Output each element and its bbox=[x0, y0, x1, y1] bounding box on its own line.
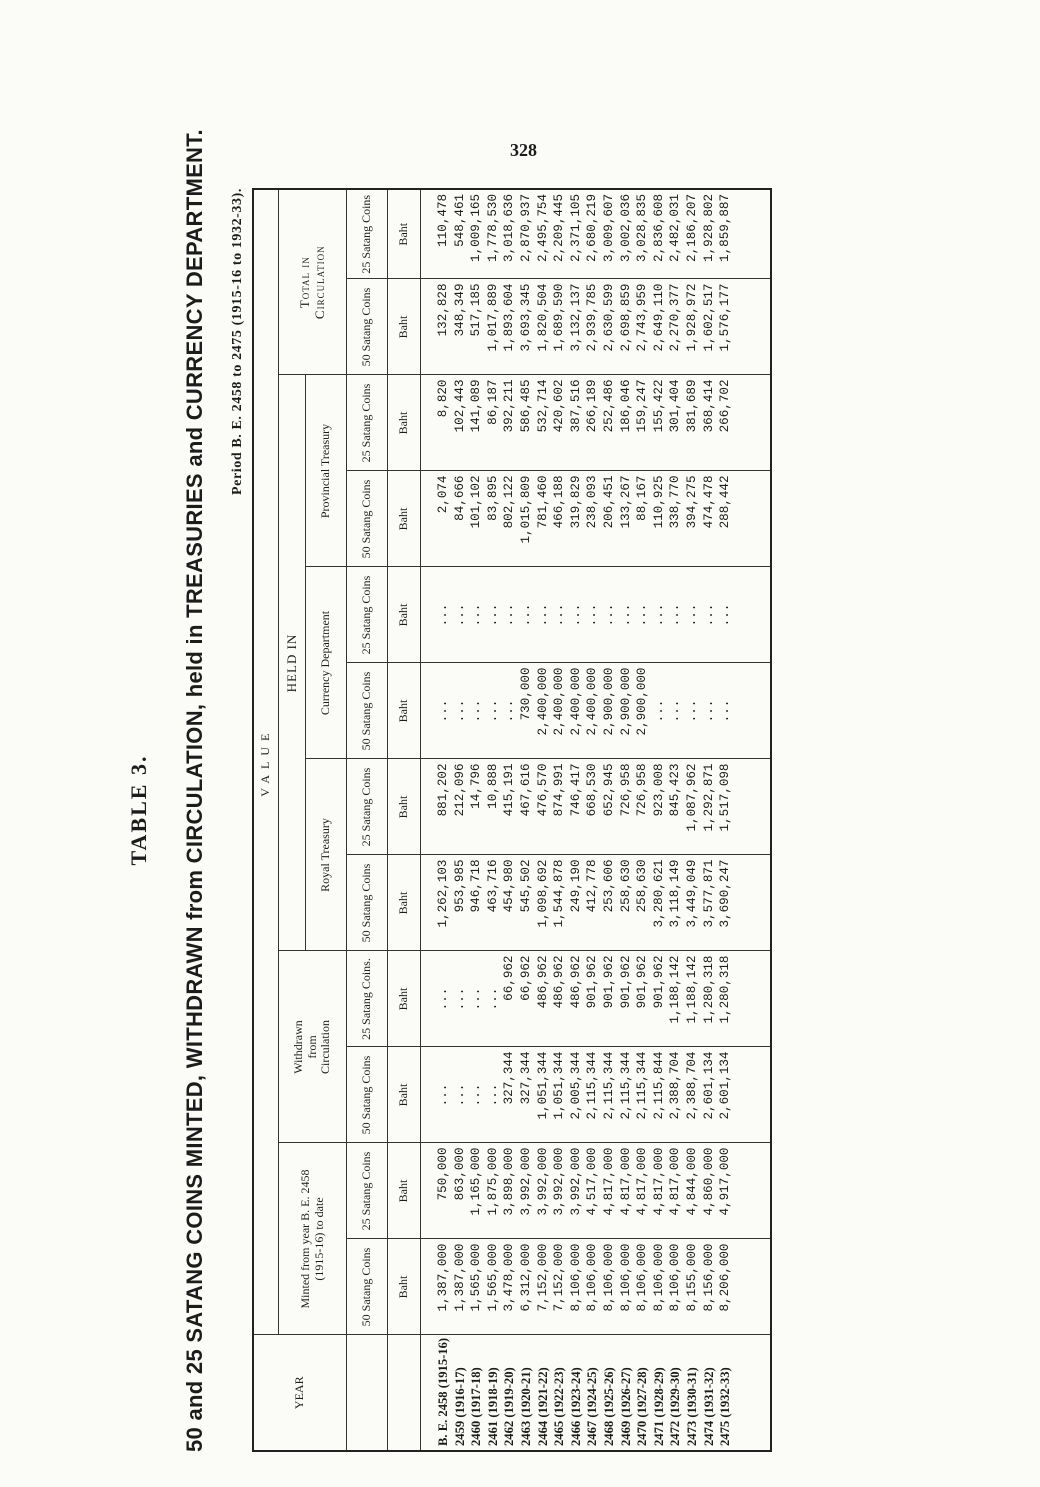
row-0-royal50: 1,262,103 bbox=[436, 859, 450, 928]
unit-blank bbox=[388, 1335, 421, 1451]
row-16-royal50: 3,577,871 bbox=[701, 859, 716, 928]
row-12-prov50: 88,167 bbox=[635, 475, 650, 521]
row-3-minted25: 1,875,000 bbox=[485, 1147, 500, 1216]
header-royal-50: 50 Satang Coins bbox=[347, 855, 388, 951]
row-5-withdrawn50: 327,344 bbox=[518, 1051, 533, 1105]
header-currency-25: 25 Satang Coins bbox=[347, 567, 388, 663]
unit-label: Baht bbox=[388, 951, 421, 1047]
row-13-withdrawn25: 901,962 bbox=[651, 955, 666, 1009]
row-11-royal50: 258,630 bbox=[618, 859, 633, 913]
row-7-year: 2465 (1922-23) bbox=[552, 1367, 567, 1446]
row-12-withdrawn25: 901,962 bbox=[635, 955, 650, 1009]
header-prov-25: 25 Satang Coins bbox=[347, 375, 388, 471]
row-3-currency25: ... bbox=[485, 603, 500, 627]
row-15-minted25: 4,844,000 bbox=[684, 1147, 699, 1216]
row-6-minted25: 3,992,000 bbox=[535, 1147, 550, 1216]
row-0-royal25: 881,202 bbox=[436, 763, 450, 817]
row-2-total50: 517,185 bbox=[469, 283, 484, 337]
row-17-total50: 1,576,177 bbox=[718, 283, 733, 352]
row-1-currency50: ... bbox=[452, 699, 467, 723]
row-10-currency25: ... bbox=[601, 603, 616, 627]
row-17-prov25: 266,702 bbox=[718, 379, 733, 433]
row-2-minted50: 1,565,000 bbox=[469, 1243, 484, 1312]
col-total-50 bbox=[421, 279, 772, 375]
row-17-withdrawn25: 1,280,318 bbox=[718, 955, 733, 1024]
header-royal-treasury: Royal Treasury bbox=[306, 759, 347, 951]
row-1-withdrawn50: ... bbox=[452, 1083, 467, 1107]
row-8-prov25: 387,516 bbox=[568, 379, 583, 433]
row-1-minted25: 863,000 bbox=[452, 1147, 467, 1201]
rotated-sheet bbox=[124, 129, 784, 1460]
row-7-royal25: 874,991 bbox=[552, 763, 567, 817]
row-10-minted50: 8,106,000 bbox=[601, 1243, 616, 1312]
row-9-royal50: 412,778 bbox=[585, 859, 600, 913]
row-0-minted50: 1,387,000 bbox=[436, 1243, 450, 1312]
row-12-currency50: 2,900,000 bbox=[635, 667, 650, 736]
row-15-total25: 2,186,207 bbox=[684, 193, 699, 262]
row-14-minted50: 8,106,000 bbox=[668, 1243, 683, 1312]
row-8-currency50: 2,400,000 bbox=[568, 667, 583, 736]
row-8-minted50: 8,106,000 bbox=[568, 1243, 583, 1312]
row-0-withdrawn50: ... bbox=[436, 1083, 450, 1107]
row-7-currency25: ... bbox=[552, 603, 567, 627]
table-body-row bbox=[421, 189, 772, 1451]
row-17-royal50: 3,690,247 bbox=[718, 859, 733, 928]
row-3-withdrawn50: ... bbox=[485, 1083, 500, 1107]
row-2-withdrawn50: ... bbox=[469, 1083, 484, 1107]
row-13-prov25: 155,422 bbox=[651, 379, 666, 433]
row-15-royal50: 3,449,049 bbox=[684, 859, 699, 928]
header-withdrawn: Withdrawn from Circulation bbox=[279, 951, 347, 1143]
row-15-total50: 1,928,972 bbox=[684, 283, 699, 352]
row-6-withdrawn50: 1,051,344 bbox=[535, 1051, 550, 1120]
unit-label: Baht bbox=[388, 663, 421, 759]
row-4-total50: 1,893,604 bbox=[502, 283, 517, 352]
row-10-withdrawn25: 901,962 bbox=[601, 955, 616, 1009]
row-11-withdrawn50: 2,115,344 bbox=[618, 1051, 633, 1120]
row-16-total25: 1,928,802 bbox=[701, 193, 716, 262]
table-heading bbox=[124, 129, 264, 1460]
row-15-currency25: ... bbox=[684, 603, 699, 627]
header-total-25: 25 Satang Coins bbox=[347, 189, 388, 279]
header-total-circulation: Total in Circulation bbox=[279, 189, 347, 375]
row-13-minted50: 8,106,000 bbox=[651, 1243, 666, 1312]
row-3-prov25: 86,187 bbox=[485, 379, 500, 425]
row-0-currency50: ... bbox=[436, 699, 450, 723]
row-17-currency25: ... bbox=[718, 603, 733, 627]
col-total-25 bbox=[421, 189, 772, 279]
row-17-prov50: 288,442 bbox=[718, 475, 733, 529]
row-15-year: 2473 (1930-31) bbox=[684, 1367, 699, 1446]
row-11-prov50: 133,267 bbox=[618, 475, 633, 529]
row-5-currency25: ... bbox=[518, 603, 533, 627]
row-5-minted50: 6,312,000 bbox=[518, 1243, 533, 1312]
header-provincial-treasury: Provincial Treasury bbox=[306, 375, 347, 567]
row-16-royal25: 1,292,871 bbox=[701, 763, 716, 832]
row-9-withdrawn25: 901,962 bbox=[585, 955, 600, 1009]
row-12-year: 2470 (1927-28) bbox=[635, 1367, 650, 1446]
row-1-total50: 348,349 bbox=[452, 283, 467, 337]
row-9-total50: 2,939,785 bbox=[585, 283, 600, 352]
col-year bbox=[421, 1335, 772, 1451]
row-11-minted25: 4,817,000 bbox=[618, 1147, 633, 1216]
row-4-currency25: ... bbox=[502, 603, 517, 627]
unit-label: Baht bbox=[388, 1047, 421, 1143]
row-10-total25: 3,009,607 bbox=[601, 193, 616, 262]
header-prov-50: 50 Satang Coins bbox=[347, 471, 388, 567]
row-9-prov25: 266,189 bbox=[585, 379, 600, 433]
row-8-minted25: 3,992,000 bbox=[568, 1147, 583, 1216]
row-16-withdrawn50: 2,601,134 bbox=[701, 1051, 716, 1120]
row-1-withdrawn25: ... bbox=[452, 987, 467, 1011]
row-10-royal50: 253,606 bbox=[601, 859, 616, 913]
row-14-total25: 2,482,031 bbox=[668, 193, 683, 262]
row-16-prov25: 368,414 bbox=[701, 379, 716, 433]
row-11-year: 2469 (1926-27) bbox=[618, 1367, 633, 1446]
row-0-withdrawn25: ... bbox=[436, 987, 450, 1011]
row-1-currency25: ... bbox=[452, 603, 467, 627]
row-11-prov25: 186,046 bbox=[618, 379, 633, 433]
row-14-withdrawn25: 1,188,142 bbox=[668, 955, 683, 1024]
row-15-minted50: 8,155,000 bbox=[684, 1243, 699, 1312]
row-2-currency25: ... bbox=[469, 603, 484, 627]
row-0-total50: 132,828 bbox=[436, 283, 450, 337]
row-5-withdrawn25: 66,962 bbox=[518, 955, 533, 1001]
row-16-currency25: ... bbox=[701, 603, 716, 627]
row-1-prov25: 102,443 bbox=[452, 379, 467, 433]
row-13-royal50: 3,280,621 bbox=[651, 859, 666, 928]
row-11-currency50: 2,900,000 bbox=[618, 667, 633, 736]
header-blank bbox=[347, 1335, 388, 1451]
row-12-currency25: ... bbox=[635, 603, 650, 627]
unit-label: Baht bbox=[388, 189, 421, 279]
row-10-year: 2468 (1925-26) bbox=[601, 1367, 616, 1446]
row-3-withdrawn25: ... bbox=[485, 987, 500, 1011]
row-10-withdrawn50: 2,115,344 bbox=[601, 1051, 616, 1120]
row-5-year: 2463 (1920-21) bbox=[518, 1367, 533, 1446]
row-7-minted50: 7,152,000 bbox=[552, 1243, 567, 1312]
row-7-total25: 2,209,445 bbox=[552, 193, 567, 262]
row-2-prov25: 141,089 bbox=[469, 379, 484, 433]
row-11-minted50: 8,106,000 bbox=[618, 1243, 633, 1312]
row-4-prov25: 392,211 bbox=[502, 379, 517, 433]
row-3-royal25: 10,888 bbox=[485, 763, 500, 809]
row-8-withdrawn25: 486,962 bbox=[568, 955, 583, 1009]
row-11-withdrawn25: 901,962 bbox=[618, 955, 633, 1009]
unit-label: Baht bbox=[388, 1239, 421, 1335]
row-4-minted25: 3,898,000 bbox=[502, 1147, 517, 1216]
header-royal-25: 25 Satang Coins bbox=[347, 759, 388, 855]
row-6-prov50: 781,460 bbox=[535, 475, 550, 529]
row-7-prov25: 420,602 bbox=[552, 379, 567, 433]
header-withdrawn-25: 25 Satang Coins. bbox=[347, 951, 388, 1047]
row-2-royal50: 946,718 bbox=[469, 859, 484, 913]
header-year: YEAR bbox=[253, 1335, 347, 1451]
row-12-total25: 3,028,835 bbox=[635, 193, 650, 262]
row-15-royal25: 1,087,962 bbox=[684, 763, 699, 832]
col-prov-50 bbox=[421, 471, 772, 567]
row-1-minted50: 1,387,000 bbox=[452, 1243, 467, 1312]
row-4-withdrawn25: 66,962 bbox=[502, 955, 517, 1001]
col-royal-25 bbox=[421, 759, 772, 855]
unit-label: Baht bbox=[388, 375, 421, 471]
row-1-prov50: 84,666 bbox=[452, 475, 467, 521]
row-11-royal25: 726,958 bbox=[618, 763, 633, 817]
row-17-currency50: ... bbox=[718, 699, 733, 723]
col-currency-25 bbox=[421, 567, 772, 663]
row-1-royal25: 212,096 bbox=[452, 763, 467, 817]
row-10-prov25: 252,486 bbox=[601, 379, 616, 433]
row-9-minted25: 4,517,000 bbox=[585, 1147, 600, 1216]
row-10-prov50: 206,451 bbox=[601, 475, 616, 529]
row-8-royal25: 746,417 bbox=[568, 763, 583, 817]
row-2-total25: 1,009,165 bbox=[469, 193, 484, 262]
row-15-withdrawn50: 2,388,704 bbox=[684, 1051, 699, 1120]
row-16-total50: 1,602,517 bbox=[701, 283, 716, 352]
row-5-prov25: 586,485 bbox=[518, 379, 533, 433]
row-8-total50: 3,132,137 bbox=[568, 283, 583, 352]
row-14-withdrawn50: 2,388,704 bbox=[668, 1051, 683, 1120]
row-13-royal25: 923,008 bbox=[651, 763, 666, 817]
row-1-total25: 548,461 bbox=[452, 193, 467, 247]
row-14-year: 2472 (1929-30) bbox=[668, 1367, 683, 1446]
period-subtitle: Period B. E. 2458 to 2475 (1915-16 to 1932-33). bbox=[230, 188, 245, 496]
row-6-year: 2464 (1921-22) bbox=[535, 1367, 550, 1446]
row-17-minted50: 8,206,000 bbox=[718, 1243, 733, 1312]
row-9-royal25: 668,530 bbox=[585, 763, 600, 817]
row-7-royal50: 1,544,878 bbox=[552, 859, 567, 928]
row-4-prov50: 802,122 bbox=[502, 475, 517, 529]
row-2-currency50: ... bbox=[469, 699, 484, 723]
page-number: 328 bbox=[510, 140, 537, 160]
row-14-royal50: 3,118,149 bbox=[668, 859, 683, 928]
row-9-withdrawn50: 2,115,344 bbox=[585, 1051, 600, 1120]
row-15-currency50: ... bbox=[684, 699, 699, 723]
row-1-year: 2459 (1916-17) bbox=[452, 1367, 467, 1446]
row-11-total50: 2,698,859 bbox=[618, 283, 633, 352]
header-currency-department: Currency Department bbox=[306, 567, 347, 759]
row-13-currency25: ... bbox=[651, 603, 666, 627]
row-3-total50: 1,017,889 bbox=[485, 283, 500, 352]
row-4-total25: 3,018,636 bbox=[502, 193, 517, 262]
row-17-withdrawn50: 2,601,134 bbox=[718, 1051, 733, 1120]
row-7-minted25: 3,992,000 bbox=[552, 1147, 567, 1216]
row-14-currency25: ... bbox=[668, 603, 683, 627]
row-10-total50: 2,630,599 bbox=[601, 283, 616, 352]
row-4-minted50: 3,478,000 bbox=[502, 1243, 517, 1312]
row-4-year: 2462 (1919-20) bbox=[502, 1367, 517, 1446]
row-3-minted50: 1,565,000 bbox=[485, 1243, 500, 1312]
row-9-prov50: 238,093 bbox=[585, 475, 600, 529]
row-11-currency25: ... bbox=[618, 603, 633, 627]
row-4-withdrawn50: 327,344 bbox=[502, 1051, 517, 1105]
header-minted: Minted from year B. E. 2458 (1915-16) to date bbox=[279, 1143, 347, 1335]
row-16-minted25: 4,860,000 bbox=[701, 1147, 716, 1216]
row-10-minted25: 4,817,000 bbox=[601, 1147, 616, 1216]
row-14-currency50: ... bbox=[668, 699, 683, 723]
row-5-royal50: 545,502 bbox=[518, 859, 533, 913]
row-12-prov25: 159,247 bbox=[635, 379, 650, 433]
row-9-minted50: 8,106,000 bbox=[585, 1243, 600, 1312]
header-minted-25: 25 Satang Coins bbox=[347, 1143, 388, 1239]
row-16-withdrawn25: 1,280,318 bbox=[701, 955, 716, 1024]
row-0-prov25: 8,820 bbox=[436, 379, 450, 418]
row-6-prov25: 532,714 bbox=[535, 379, 550, 433]
row-5-minted25: 3,992,000 bbox=[518, 1147, 533, 1216]
row-14-prov25: 301,404 bbox=[668, 379, 683, 433]
row-5-prov50: 1,015,809 bbox=[518, 475, 533, 544]
row-10-royal25: 652,945 bbox=[601, 763, 616, 817]
row-7-prov50: 466,188 bbox=[552, 475, 567, 529]
row-13-total25: 2,836,608 bbox=[651, 193, 666, 262]
row-13-total50: 2,649,110 bbox=[651, 283, 666, 352]
row-0-year: B. E. 2458 (1915-16) bbox=[436, 1337, 450, 1446]
unit-label: Baht bbox=[388, 759, 421, 855]
coins-table bbox=[252, 188, 772, 1452]
row-13-currency50: ... bbox=[651, 699, 666, 723]
row-10-currency50: 2,900,000 bbox=[601, 667, 616, 736]
row-6-royal50: 1,098,692 bbox=[535, 859, 550, 928]
row-5-total50: 3,693,345 bbox=[518, 283, 533, 352]
row-8-total25: 2,371,105 bbox=[568, 193, 583, 262]
row-4-royal25: 415,191 bbox=[502, 763, 517, 817]
row-6-withdrawn25: 486,962 bbox=[535, 955, 550, 1009]
row-12-total50: 2,743,959 bbox=[635, 283, 650, 352]
header-withdrawn-50: 50 Satang Coins bbox=[347, 1047, 388, 1143]
unit-label: Baht bbox=[388, 567, 421, 663]
row-8-currency25: ... bbox=[568, 603, 583, 627]
row-0-minted25: 750,000 bbox=[436, 1147, 450, 1201]
row-2-prov50: 101,102 bbox=[469, 475, 484, 529]
row-12-royal25: 726,958 bbox=[635, 763, 650, 817]
col-withdrawn-50 bbox=[421, 1047, 772, 1143]
row-15-withdrawn25: 1,188,142 bbox=[684, 955, 699, 1024]
row-17-royal25: 1,517,098 bbox=[718, 763, 733, 832]
row-0-total25: 110,478 bbox=[436, 193, 450, 247]
header-value: VALUE bbox=[253, 189, 279, 1335]
row-8-year: 2466 (1923-24) bbox=[568, 1367, 583, 1446]
row-0-prov50: 2,074 bbox=[436, 475, 450, 514]
row-15-prov25: 381,689 bbox=[684, 379, 699, 433]
row-6-total25: 2,495,754 bbox=[535, 193, 550, 262]
row-7-withdrawn25: 486,962 bbox=[552, 955, 567, 1009]
header-held-in: HELD IN bbox=[279, 375, 306, 951]
row-6-currency25: ... bbox=[535, 603, 550, 627]
unit-label: Baht bbox=[388, 1143, 421, 1239]
col-prov-25 bbox=[421, 375, 772, 471]
row-9-currency25: ... bbox=[585, 603, 600, 627]
row-3-total25: 1,778,530 bbox=[485, 193, 500, 262]
table-title: 50 and 25 SATANG COINS MINTED, WITHDRAWN from CIRCULATION, held in TREASURIES and CURRENCY DEPARTMENT. bbox=[182, 129, 207, 1452]
row-5-currency50: 730,000 bbox=[518, 667, 533, 721]
row-7-withdrawn50: 1,051,344 bbox=[552, 1051, 567, 1120]
row-2-withdrawn25: ... bbox=[469, 987, 484, 1011]
row-6-royal25: 476,570 bbox=[535, 763, 550, 817]
row-6-minted50: 7,152,000 bbox=[535, 1243, 550, 1312]
row-12-minted25: 4,817,000 bbox=[635, 1147, 650, 1216]
col-royal-50 bbox=[421, 855, 772, 951]
unit-label: Baht bbox=[388, 855, 421, 951]
row-14-minted25: 4,817,000 bbox=[668, 1147, 683, 1216]
row-8-royal50: 249,190 bbox=[568, 859, 583, 913]
row-8-prov50: 319,829 bbox=[568, 475, 583, 529]
row-6-currency50: 2,400,000 bbox=[535, 667, 550, 736]
row-15-prov50: 394,275 bbox=[684, 475, 699, 529]
col-currency-50 bbox=[421, 663, 772, 759]
row-12-withdrawn50: 2,115,344 bbox=[635, 1051, 650, 1120]
row-3-prov50: 83,895 bbox=[485, 475, 500, 521]
row-2-royal25: 14,796 bbox=[469, 763, 484, 809]
unit-label: Baht bbox=[388, 471, 421, 567]
row-17-total25: 1,859,887 bbox=[718, 193, 733, 262]
row-2-minted25: 1,165,000 bbox=[469, 1147, 484, 1216]
header-currency-50: 50 Satang Coins bbox=[347, 663, 388, 759]
row-16-year: 2474 (1931-32) bbox=[701, 1367, 716, 1446]
row-13-year: 2471 (1928-29) bbox=[651, 1367, 666, 1446]
row-14-total50: 2,270,377 bbox=[668, 283, 683, 352]
row-9-total25: 2,680,219 bbox=[585, 193, 600, 262]
col-minted-50 bbox=[421, 1239, 772, 1335]
row-14-prov50: 338,770 bbox=[668, 475, 683, 529]
row-7-currency50: 2,400,000 bbox=[552, 667, 567, 736]
row-13-prov50: 110,925 bbox=[651, 475, 666, 529]
row-16-minted50: 8,156,000 bbox=[701, 1243, 716, 1312]
row-13-minted25: 4,817,000 bbox=[651, 1147, 666, 1216]
row-3-currency50: ... bbox=[485, 699, 500, 723]
row-12-royal50: 258,630 bbox=[635, 859, 650, 913]
row-1-royal50: 953,985 bbox=[452, 859, 467, 913]
row-3-year: 2461 (1918-19) bbox=[485, 1367, 500, 1446]
row-3-royal50: 463,716 bbox=[485, 859, 500, 913]
row-5-total25: 2,870,937 bbox=[518, 193, 533, 262]
row-2-year: 2460 (1917-18) bbox=[469, 1367, 484, 1446]
row-12-minted50: 8,106,000 bbox=[635, 1243, 650, 1312]
header-total-50: 50 Satang Coins bbox=[347, 279, 388, 375]
row-6-total50: 1,820,504 bbox=[535, 283, 550, 352]
row-14-royal25: 845,423 bbox=[668, 763, 683, 817]
col-minted-25 bbox=[421, 1143, 772, 1239]
row-17-minted25: 4,917,000 bbox=[718, 1147, 733, 1216]
row-8-withdrawn50: 2,005,344 bbox=[568, 1051, 583, 1120]
unit-label: Baht bbox=[388, 279, 421, 375]
row-16-currency50: ... bbox=[701, 699, 716, 723]
row-11-total25: 3,002,036 bbox=[618, 193, 633, 262]
row-17-year: 2475 (1932-33) bbox=[718, 1367, 733, 1446]
row-4-currency50: ... bbox=[502, 699, 517, 723]
row-9-year: 2467 (1924-25) bbox=[585, 1367, 600, 1446]
row-9-currency50: 2,400,000 bbox=[585, 667, 600, 736]
table-label: TABLE 3. bbox=[126, 754, 151, 866]
header-minted-50: 50 Satang Coins bbox=[347, 1239, 388, 1335]
row-5-royal25: 467,616 bbox=[518, 763, 533, 817]
row-13-withdrawn50: 2,115,844 bbox=[651, 1051, 666, 1120]
row-16-prov50: 474,478 bbox=[701, 475, 716, 529]
row-4-royal50: 454,980 bbox=[502, 859, 517, 913]
row-0-currency25: ... bbox=[436, 603, 450, 627]
row-7-total50: 1,689,590 bbox=[552, 283, 567, 352]
col-withdrawn-25 bbox=[421, 951, 772, 1047]
